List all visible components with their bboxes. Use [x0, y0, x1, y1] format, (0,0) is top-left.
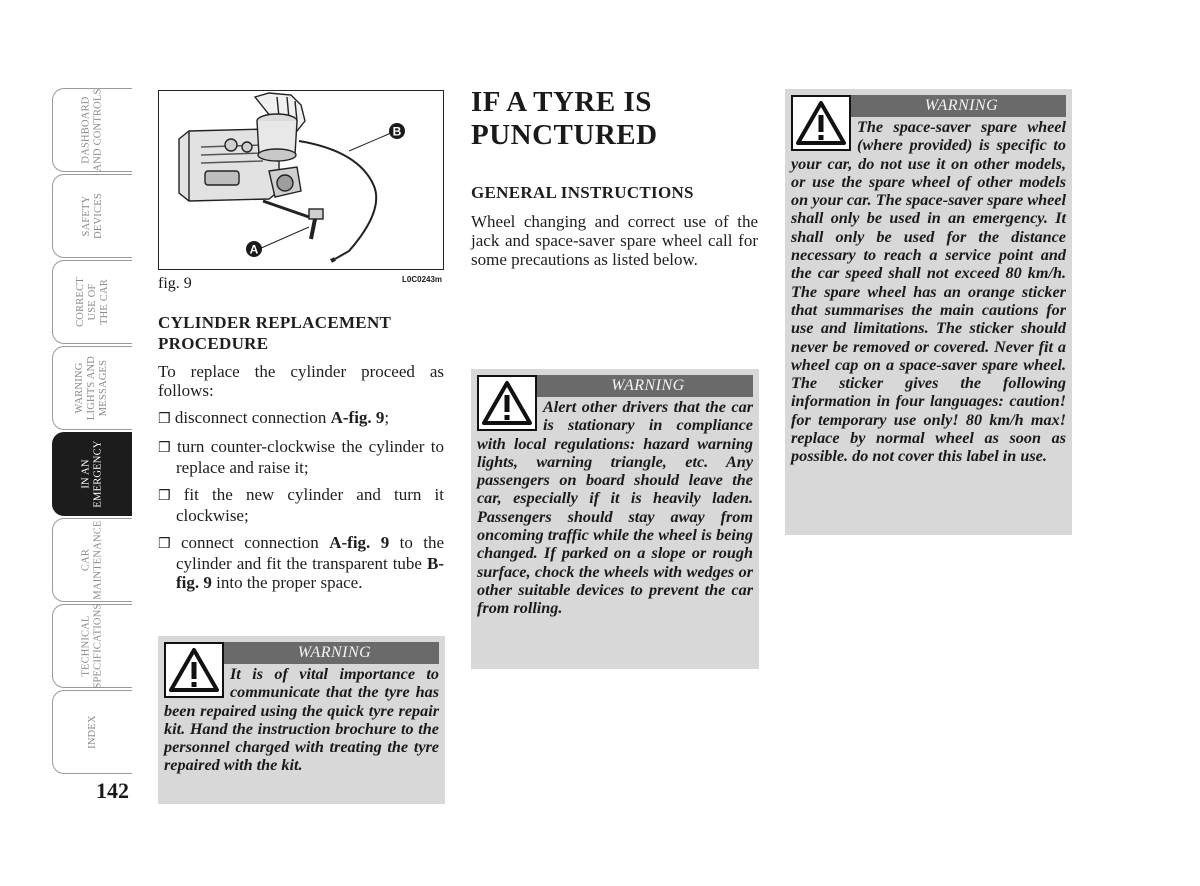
figure-code: L0C0243m [402, 275, 443, 284]
tab-technical-specifications[interactable] [52, 604, 132, 688]
page-number: 142 [96, 778, 129, 803]
warning-text: The space-saver spare wheel (where provided) is specific to your car, do not use it on other models, or use the spare wheel of other models on your car. The space-saver spare wheel shall only be used in an emergency. It shall only be used for the distance necessary to reach a service point and the car speed shall not exceed 80 km/h. The spare wheel has an orange sticker that summarises the main cautions for use and limitations. The sticker should never be removed or covered. Never fit a wheel cap on a space-saver spare wheel. The sticker gives the following information in four languages: caution! for temporary use only! 80 km/h max! replace by normal wheel as soon as possible. do not cover this label in use. [791, 118, 1066, 466]
warning-triangle-icon [477, 375, 537, 431]
warning-box-spare-wheel [785, 89, 1072, 535]
cylinder-heading: CYLINDER REPLACEMENT PROCEDURE [158, 313, 392, 353]
tyre-repair-kit-illustration [159, 91, 442, 268]
tab-label: INDEX [86, 715, 98, 749]
tab-dashboard-and-controls[interactable] [52, 88, 132, 172]
tab-label: DASHBOARD AND CONTROLS [80, 88, 104, 172]
tab-label: CORRECT USE OF THE CAR [74, 277, 110, 327]
general-instructions-body: Wheel changing and correct use of the jack and space-saver spare wheel call for some precautions as listed below. [471, 212, 758, 269]
tab-label: CAR MAINTENANCE [80, 520, 104, 600]
warning-triangle-icon [791, 95, 851, 151]
tab-index[interactable] [52, 690, 132, 774]
tab-warning-lights-and-messages[interactable] [52, 346, 132, 430]
tab-in-an-emergency[interactable] [52, 432, 132, 516]
warning-box-alert-drivers [471, 369, 759, 669]
figure-illustration [158, 90, 444, 270]
warning-text: Alert other drivers that the car is stationary in compliance with local regulations: hazard warning lights, warning triangle, etc. Any passengers on board should leave the car, especially if it is heavily laden. Passengers should stay away from oncoming traffic while the wheel is being changed. If parked on a slope or rough surface, chock the wheels with wedges or other suitable devices to prevent the car from rolling. [477, 398, 753, 618]
checkbox-icon: ❒ [158, 411, 171, 427]
cylinder-intro: To replace the cylinder proceed as follows: [158, 362, 444, 400]
tab-label: WARNING LIGHTS AND MESSAGES [74, 355, 110, 421]
page-title: IF A TYRE IS PUNCTURED [471, 86, 658, 151]
tab-label: TECHNICAL SPECIFICATIONS [80, 603, 104, 689]
tab-label: SAFETY DEVICES [80, 193, 104, 239]
checkbox-icon: ❒ [158, 536, 171, 552]
tab-car-maintenance[interactable] [52, 518, 132, 602]
warning-title: WARNING [164, 642, 439, 664]
tab-safety-devices[interactable] [52, 174, 132, 258]
list-item: ❒ turn counter-clockwise the cylinder to replace and raise it; [158, 437, 444, 477]
tab-correct-use-of-the-car[interactable] [52, 260, 132, 344]
tab-label: IN AN EMERGENCY [80, 440, 104, 508]
general-instructions-heading: GENERAL INSTRUCTIONS [471, 183, 694, 202]
callout-b-label: B [392, 124, 402, 139]
warning-text: It is of vital importance to communicate that the tyre has been repaired using the quick tyre repair kit. Hand the instruction brochure to the personnel charged with treating the tyre repaired with the kit. [164, 665, 439, 775]
warning-title: WARNING [477, 375, 753, 397]
figure-caption: fig. 9 [158, 275, 192, 292]
list-item: ❒ connect connection A-fig. 9 to the cylinder and fit the transparent tube B-fig. 9 into the proper space. [158, 533, 444, 592]
list-item: ❒ fit the new cylinder and turn it clockwise; [158, 485, 444, 525]
list-item: ❒ disconnect connection A-fig. 9; [158, 408, 390, 427]
warning-box-tyre-repair [158, 636, 445, 804]
callout-a-label: A [249, 242, 259, 257]
general-instructions [471, 182, 758, 269]
warning-title: WARNING [791, 95, 1066, 117]
warning-triangle-icon [164, 642, 224, 698]
checkbox-icon: ❒ [158, 488, 171, 504]
cylinder-procedure [158, 312, 444, 592]
checkbox-icon: ❒ [158, 440, 171, 456]
